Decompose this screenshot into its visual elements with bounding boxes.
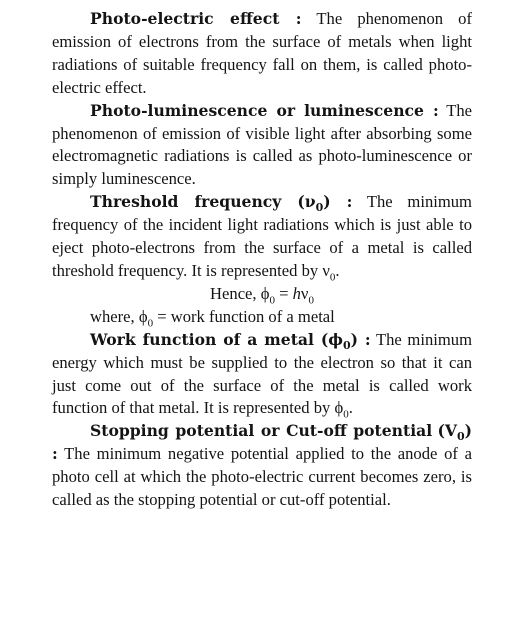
term-work-function-colon: ) : bbox=[350, 329, 371, 349]
planck-constant-symbol: h bbox=[292, 283, 301, 303]
subscript: 0 bbox=[147, 317, 154, 330]
term-photoelectric-effect: Photo-electric effect : bbox=[90, 9, 302, 28]
term-work-function bbox=[90, 329, 371, 352]
term-threshold-frequency-text: Threshold frequency (ν bbox=[90, 192, 316, 212]
paragraph-stopping-potential bbox=[52, 420, 472, 512]
frequency-symbol: ν bbox=[300, 283, 309, 303]
definition-work-function: The minimum energy which must be supplied to the electron so that it can just come out of the surface of the metal is called work function of that metal. It is represented by ϕ bbox=[52, 329, 472, 418]
subscript: 0 bbox=[315, 201, 324, 215]
subscript: 0 bbox=[269, 294, 275, 307]
definition-photoluminescence: The phenomenon of emission of visible light after absorbing some electromagnetic radiations is called as photo-luminescence or simply luminescence. bbox=[52, 100, 473, 189]
paragraph-photoluminescence bbox=[52, 100, 472, 192]
subscript: 0 bbox=[329, 271, 336, 284]
equation-lhs: Hence, ϕ bbox=[210, 283, 270, 303]
term-stopping-potential-symbol-text: (V bbox=[437, 421, 457, 441]
paragraph-threshold-frequency bbox=[52, 191, 472, 283]
subscript: 0 bbox=[308, 294, 314, 307]
paragraph-work-function bbox=[52, 329, 472, 421]
definition-threshold-frequency: The minimum frequency of the incident light radiations which is just able to eject photo-electrons from the surface of a metal is called threshold frequency. It is represented by ν bbox=[52, 192, 472, 280]
subscript: 0 bbox=[343, 408, 349, 421]
definition-stopping-potential: The minimum negative potential applied to the anode of a photo cell at which the photo-electric current becomes zero, is called as the stopping potential or cut-off potential. bbox=[52, 444, 472, 510]
sentence-end: . bbox=[335, 260, 340, 280]
equation-work-function bbox=[52, 283, 472, 306]
paragraph-photoelectric-effect bbox=[52, 8, 472, 100]
term-photoluminescence: Photo-luminescence or luminescence : bbox=[90, 100, 439, 120]
sentence-end: . bbox=[348, 398, 353, 418]
subscript: 0 bbox=[342, 338, 351, 352]
subscript: 0 bbox=[456, 430, 465, 444]
equals-sign: = bbox=[274, 283, 293, 303]
definition-photoelectric-effect: The phenomenon of emission of electrons from the surface of metals when light radiations of suitable frequency fall on them, is called photo-electric effect. bbox=[52, 9, 472, 97]
where-text: where, ϕ bbox=[90, 306, 148, 326]
equation-where-line bbox=[52, 306, 472, 329]
term-threshold-frequency bbox=[90, 192, 353, 215]
term-stopping-potential: Stopping potential or Cut-off potential bbox=[90, 421, 433, 441]
term-stopping-potential-colon: ) : bbox=[52, 421, 472, 464]
term-work-function-text: Work function of a metal (ϕ bbox=[90, 329, 343, 349]
document-page bbox=[52, 8, 472, 512]
term-threshold-frequency-colon: ) : bbox=[323, 192, 353, 212]
where-definition: = work function of a metal bbox=[153, 306, 335, 326]
